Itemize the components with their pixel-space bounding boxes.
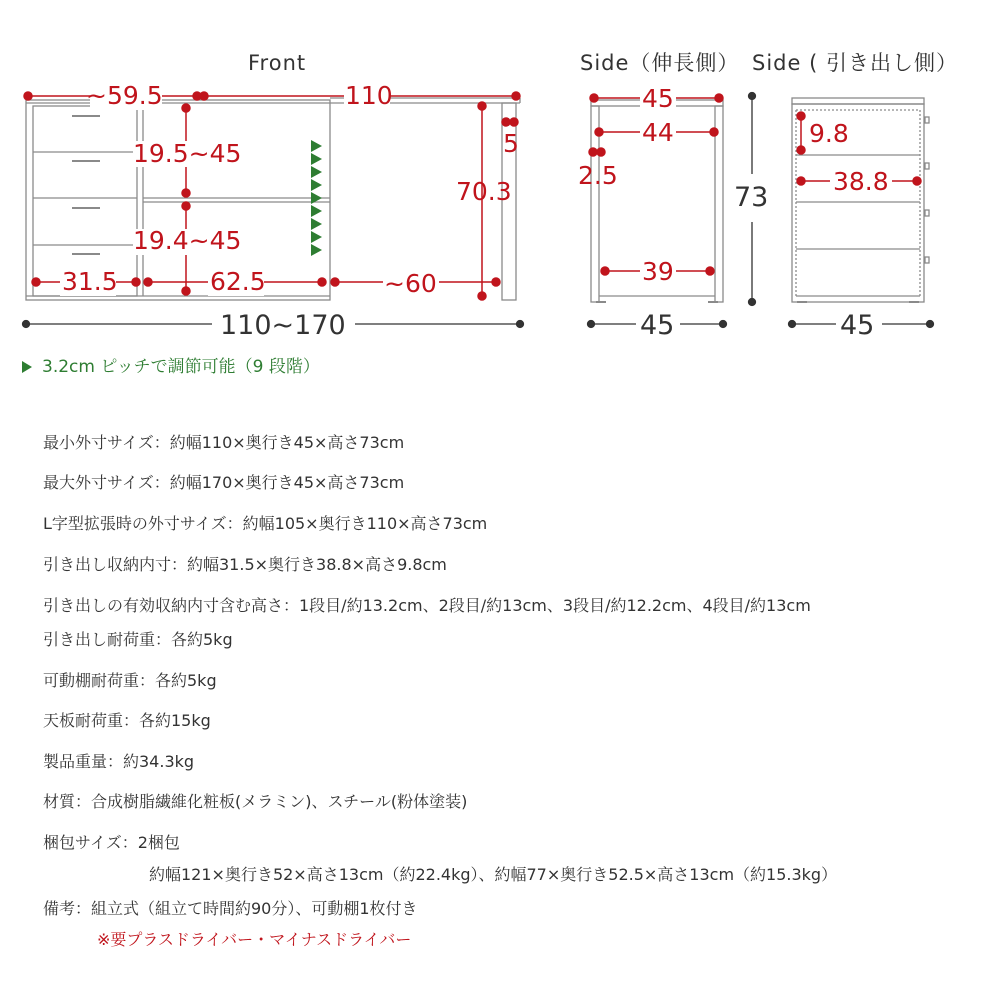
side-drawer-title: Side ( 引き出し側） [752, 51, 958, 75]
spec-shelf-load: 可動棚耐荷重：各約5kg [43, 671, 217, 690]
spec-material: 材質：合成樹脂繊維化粧板(メラミン)、スチール(粉体塗装) [43, 792, 468, 811]
dim-side2-depth: 45 [840, 310, 875, 341]
spec-remarks: 備考：組立式（組立て時間約90分）、可動棚1枚付き [43, 899, 418, 918]
spec-drawer-effective: 引き出しの有効収納内寸含む高さ：1段目/約13.2cm、2段目/約13cm、3段目/約12.2cm、4段目/約13cm [43, 596, 811, 615]
spec-package-detail: 約幅121×奥行き52×高さ13cm（約22.4kg）、約幅77×奥行き52.5×高さ13cm（約15.3kg） [149, 865, 838, 884]
dim-extension-width: ~60 [384, 269, 437, 298]
spec-max-size: 最大外寸サイズ：約幅170×奥行き45×高さ73cm [43, 473, 405, 492]
spec-drawer-load: 引き出し耐荷重：各約5kg [43, 630, 233, 649]
spec-min-size: 最小外寸サイズ：約幅110×奥行き45×高さ73cm [43, 433, 405, 452]
play-icon [22, 361, 32, 373]
dim-height: 70.3 [456, 177, 512, 206]
spec-tools-note: ※要プラスドライバー・マイナスドライバー [97, 930, 412, 949]
dim-side1-bottom: 39 [642, 257, 674, 286]
dim-side1-edge: 2.5 [578, 161, 618, 190]
spec-weight: 製品重量：約34.3kg [43, 752, 195, 771]
dim-shelf-width: 62.5 [210, 267, 266, 296]
front-view-title: Front [248, 51, 307, 75]
dim-total-height: 73 [734, 182, 769, 213]
spec-drawer-inner: 引き出し収納内寸：約幅31.5×奥行き38.8×高さ9.8cm [43, 555, 447, 574]
dim-side2-drawer-depth: 38.8 [833, 167, 889, 196]
dim-side1-inner: 44 [642, 118, 674, 147]
spec-l-shape-size: L字型拡張時の外寸サイズ：約幅105×奥行き110×高さ73cm [43, 514, 488, 533]
dim-shelf-lower: 19.4~45 [133, 226, 242, 255]
shelf-pitch-arrows [311, 140, 322, 256]
dim-shelf-upper: 19.5~45 [133, 139, 242, 168]
spec-package: 梱包サイズ：2梱包 [43, 833, 180, 852]
dim-total-width: 110~170 [220, 310, 346, 341]
dim-top-left: ~59.5 [86, 81, 163, 110]
dim-side1-depth: 45 [640, 310, 675, 341]
shelf-pitch-note [22, 352, 320, 377]
dim-top-right: 110 [345, 81, 393, 110]
dim-side1-top: 45 [642, 84, 674, 113]
spec-top-load: 天板耐荷重：各約15kg [43, 711, 211, 730]
shelf-pitch-text: 3.2cm ピッチで調節可能（9 段階） [42, 357, 320, 377]
dim-top-thickness: 5 [503, 129, 519, 158]
side-extension-title: Side（伸長側） [580, 51, 740, 75]
dim-side2-drawer-height: 9.8 [809, 119, 849, 148]
dimension-diagram [0, 0, 1000, 350]
dim-drawer-width: 31.5 [62, 267, 118, 296]
